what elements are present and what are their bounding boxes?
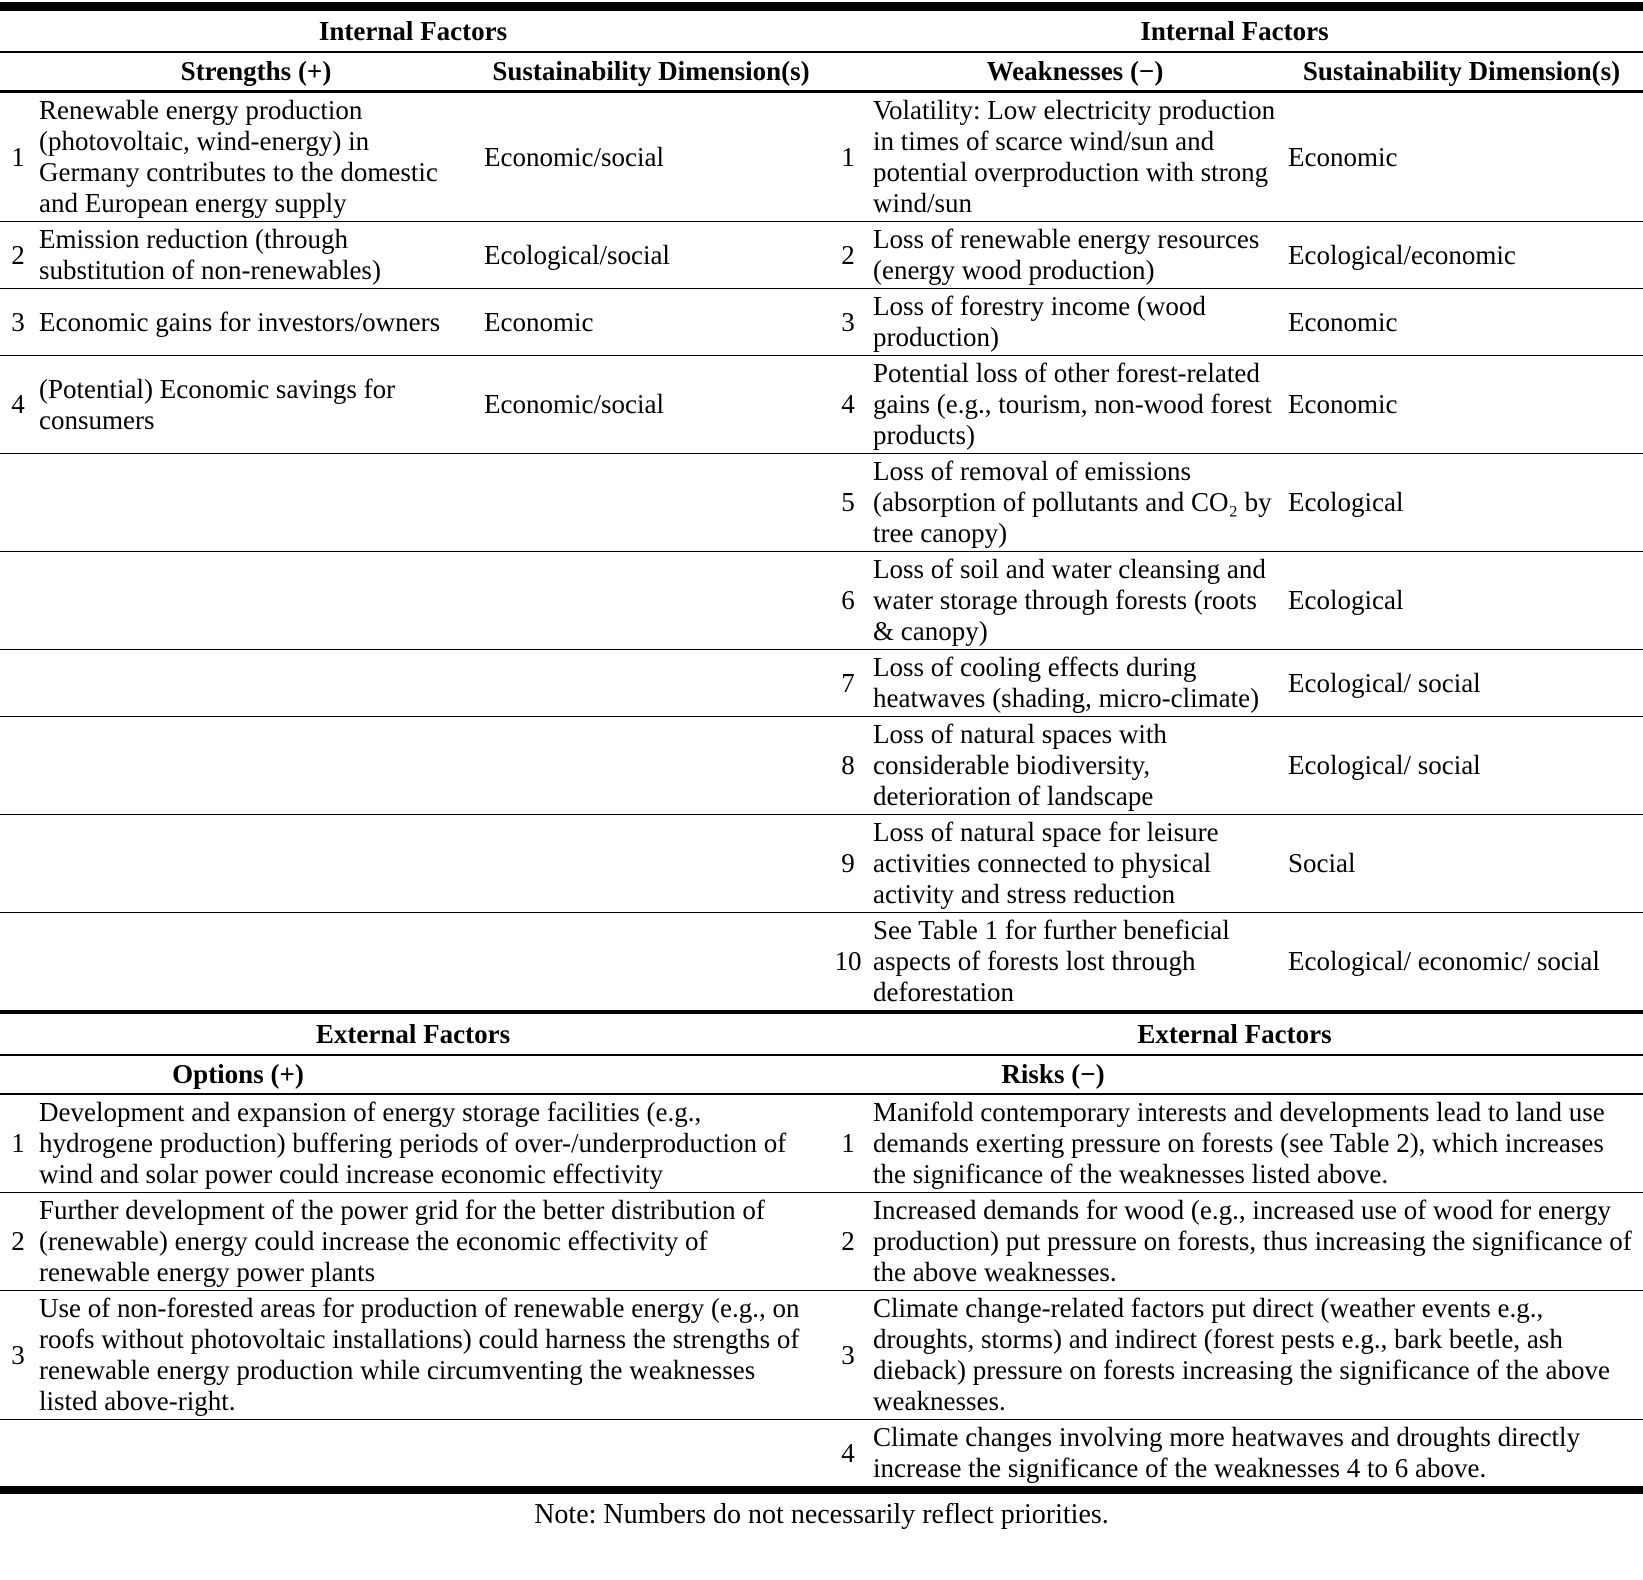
weakness-number: 1 — [841, 141, 855, 172]
internal-factors-right-title: Internal Factors — [1140, 16, 1329, 46]
external-row-2 — [0, 1193, 1643, 1291]
risk-text: Increased demands for wood (e.g., increased use of wood for energy production) put pressure on forests, thus increasing the significance of the above weaknesses. — [873, 1195, 1632, 1287]
internal-row-4 — [0, 356, 1643, 454]
strength-number: 2 — [11, 239, 25, 270]
weakness-number: 4 — [841, 389, 855, 419]
strength-dimension — [476, 862, 826, 866]
strength-number — [0, 682, 36, 684]
strengths-number-column-spacer — [0, 71, 36, 73]
risk-number: 2 — [841, 1226, 855, 1256]
weakness-dimension: Ecological — [1288, 585, 1404, 615]
strength-text — [36, 599, 476, 603]
internal-section-header-row — [0, 11, 1643, 53]
strength-text — [36, 681, 476, 685]
internal-row-1 — [0, 93, 1643, 222]
weakness-dimension: Ecological/economic — [1288, 239, 1516, 270]
weakness-number: 5 — [841, 487, 855, 517]
weakness-dimension: Economic — [1288, 306, 1398, 337]
weakness-text: Loss of natural spaces with considerable biodiversity, deterioration of landscape — [873, 719, 1167, 811]
strengths-header: Strengths (+) — [180, 56, 332, 86]
risk-text: Manifold contemporary interests and developments lead to land use demands exerting pressure on forests (see Table 2), which increases the significance of the weaknesses listed above. — [873, 1097, 1605, 1189]
strength-number — [0, 961, 36, 963]
internal-row-2 — [0, 222, 1643, 289]
strength-number — [0, 765, 36, 767]
weakness-number: 8 — [841, 750, 855, 780]
options-header: Options (+) — [172, 1059, 304, 1089]
strength-text — [36, 862, 476, 866]
risk-text: Climate change-related factors put direct (weather events e.g., droughts, storms) and indirect (forest pests e.g., bark beetle, ash dieback) pressure on forests increasing the significance of the above weaknesses. — [873, 1293, 1610, 1416]
internal-factors-left-title: Internal Factors — [318, 16, 508, 46]
strengths-dimension-header: Sustainability Dimension(s) — [492, 56, 810, 86]
strength-text — [36, 501, 476, 505]
external-column-header-row — [0, 1056, 1643, 1095]
weakness-dimension: Economic — [1288, 389, 1398, 419]
risks-header: Risks (−) — [1001, 1059, 1105, 1089]
internal-row-5 — [0, 454, 1643, 552]
swot-table — [0, 2, 1643, 1494]
risk-number: 4 — [841, 1437, 855, 1468]
option-text — [36, 1451, 826, 1455]
strength-dimension — [476, 599, 826, 603]
strength-text — [36, 764, 476, 768]
weakness-dimension: Economic — [1288, 141, 1398, 172]
option-text: Use of non-forested areas for production of renewable energy (e.g., on roofs without photovoltaic installations) could harness the strengths of renewable energy production while circumventing the weaknesses listed above-right. — [39, 1293, 800, 1416]
strength-text: (Potential) Economic savings for consumers — [39, 373, 396, 435]
strength-number: 1 — [11, 141, 25, 172]
weakness-text: Volatility: Low electricity production in times of scarce wind/sun and potential overproduction with strong wind/sun — [873, 95, 1276, 218]
strength-dimension — [476, 681, 826, 685]
external-row-1 — [0, 1095, 1643, 1193]
weakness-number: 3 — [841, 306, 855, 337]
risk-number: 1 — [841, 1128, 855, 1158]
weakness-text: Loss of renewable energy resources (energy wood production) — [873, 224, 1260, 285]
option-number — [0, 1452, 36, 1454]
option-text: Further development of the power grid for the better distribution of (renewable) energy could increase the economic effectivity of renewable energy power plants — [39, 1195, 765, 1287]
strength-text — [36, 960, 476, 964]
internal-row-3 — [0, 289, 1643, 356]
weakness-text: Loss of natural space for leisure activities connected to physical activity and stress reduction — [873, 817, 1219, 909]
option-number: 2 — [11, 1226, 25, 1256]
internal-row-7 — [0, 650, 1643, 717]
weakness-dimension: Social — [1288, 848, 1356, 878]
option-number: 3 — [11, 1339, 25, 1370]
weakness-dimension: Ecological/ social — [1288, 667, 1481, 698]
weakness-dimension: Ecological — [1288, 487, 1404, 517]
strength-number: 4 — [11, 389, 25, 419]
weakness-text: Loss of forestry income (wood production) — [873, 291, 1206, 352]
strength-dimension — [476, 501, 826, 505]
strength-number — [0, 502, 36, 504]
weakness-number: 7 — [841, 667, 855, 698]
internal-row-6 — [0, 552, 1643, 650]
risk-text: Climate changes involving more heatwaves and droughts directly increase the significance of the weaknesses 4 to 6 above. — [873, 1422, 1581, 1483]
external-section-header-row — [0, 1014, 1643, 1056]
weakness-number: 6 — [841, 585, 855, 615]
strength-text: Renewable energy production (photovoltaic, wind-energy) in Germany contributes to the domestic and European energy supply — [39, 95, 438, 218]
weakness-text: Loss of removal of emissions (absorption of pollutants and CO₂ by tree canopy) — [873, 456, 1272, 548]
external-factors-right-title: External Factors — [1137, 1019, 1332, 1049]
strength-dimension: Economic/social — [484, 389, 664, 419]
weakness-text: Loss of soil and water cleansing and water storage through forests (roots & canopy) — [873, 554, 1266, 646]
weakness-number: 2 — [841, 239, 855, 270]
internal-row-10 — [0, 913, 1643, 1014]
internal-row-8 — [0, 717, 1643, 815]
strength-text: Emission reduction (through substitution of non-renewables) — [39, 224, 381, 285]
weakness-dimension: Ecological/ economic/ social — [1288, 946, 1600, 976]
strength-dimension: Ecological/social — [484, 239, 670, 270]
weakness-text: Potential loss of other forest-related gains (e.g., tourism, non-wood forest products) — [873, 358, 1272, 450]
weakness-number: 10 — [834, 946, 862, 976]
internal-column-header-row — [0, 53, 1643, 93]
weaknesses-number-column-spacer — [826, 71, 870, 73]
strength-number: 3 — [11, 306, 25, 337]
option-number: 1 — [11, 1128, 25, 1158]
strength-dimension: Economic/social — [484, 141, 664, 172]
external-factors-left-title: External Factors — [315, 1019, 511, 1049]
strength-text: Economic gains for investors/owners — [39, 306, 441, 337]
weakness-dimension: Ecological/ social — [1288, 750, 1481, 780]
strength-dimension: Economic — [484, 306, 594, 337]
table-note: Note: Numbers do not necessarily reflect priorities. — [534, 1499, 1109, 1530]
weaknesses-dimension-header: Sustainability Dimension(s) — [1302, 56, 1621, 86]
weakness-number: 9 — [841, 848, 855, 878]
option-text: Development and expansion of energy storage facilities (e.g., hydrogene production) buffering periods of over-/underproduction of wind and solar power could increase economic effectivity — [39, 1097, 787, 1189]
external-row-3 — [0, 1291, 1643, 1420]
strength-number — [0, 600, 36, 602]
strength-dimension — [476, 764, 826, 768]
weaknesses-header: Weaknesses (−) — [986, 56, 1164, 86]
external-row-4 — [0, 1420, 1643, 1486]
internal-row-9 — [0, 815, 1643, 913]
risk-number: 3 — [841, 1339, 855, 1370]
weakness-text: Loss of cooling effects during heatwaves (shading, micro-climate) — [873, 652, 1260, 713]
strength-dimension — [476, 960, 826, 964]
weakness-text: See Table 1 for further beneficial aspects of forests lost through deforestation — [873, 915, 1230, 1007]
strength-number — [0, 863, 36, 865]
